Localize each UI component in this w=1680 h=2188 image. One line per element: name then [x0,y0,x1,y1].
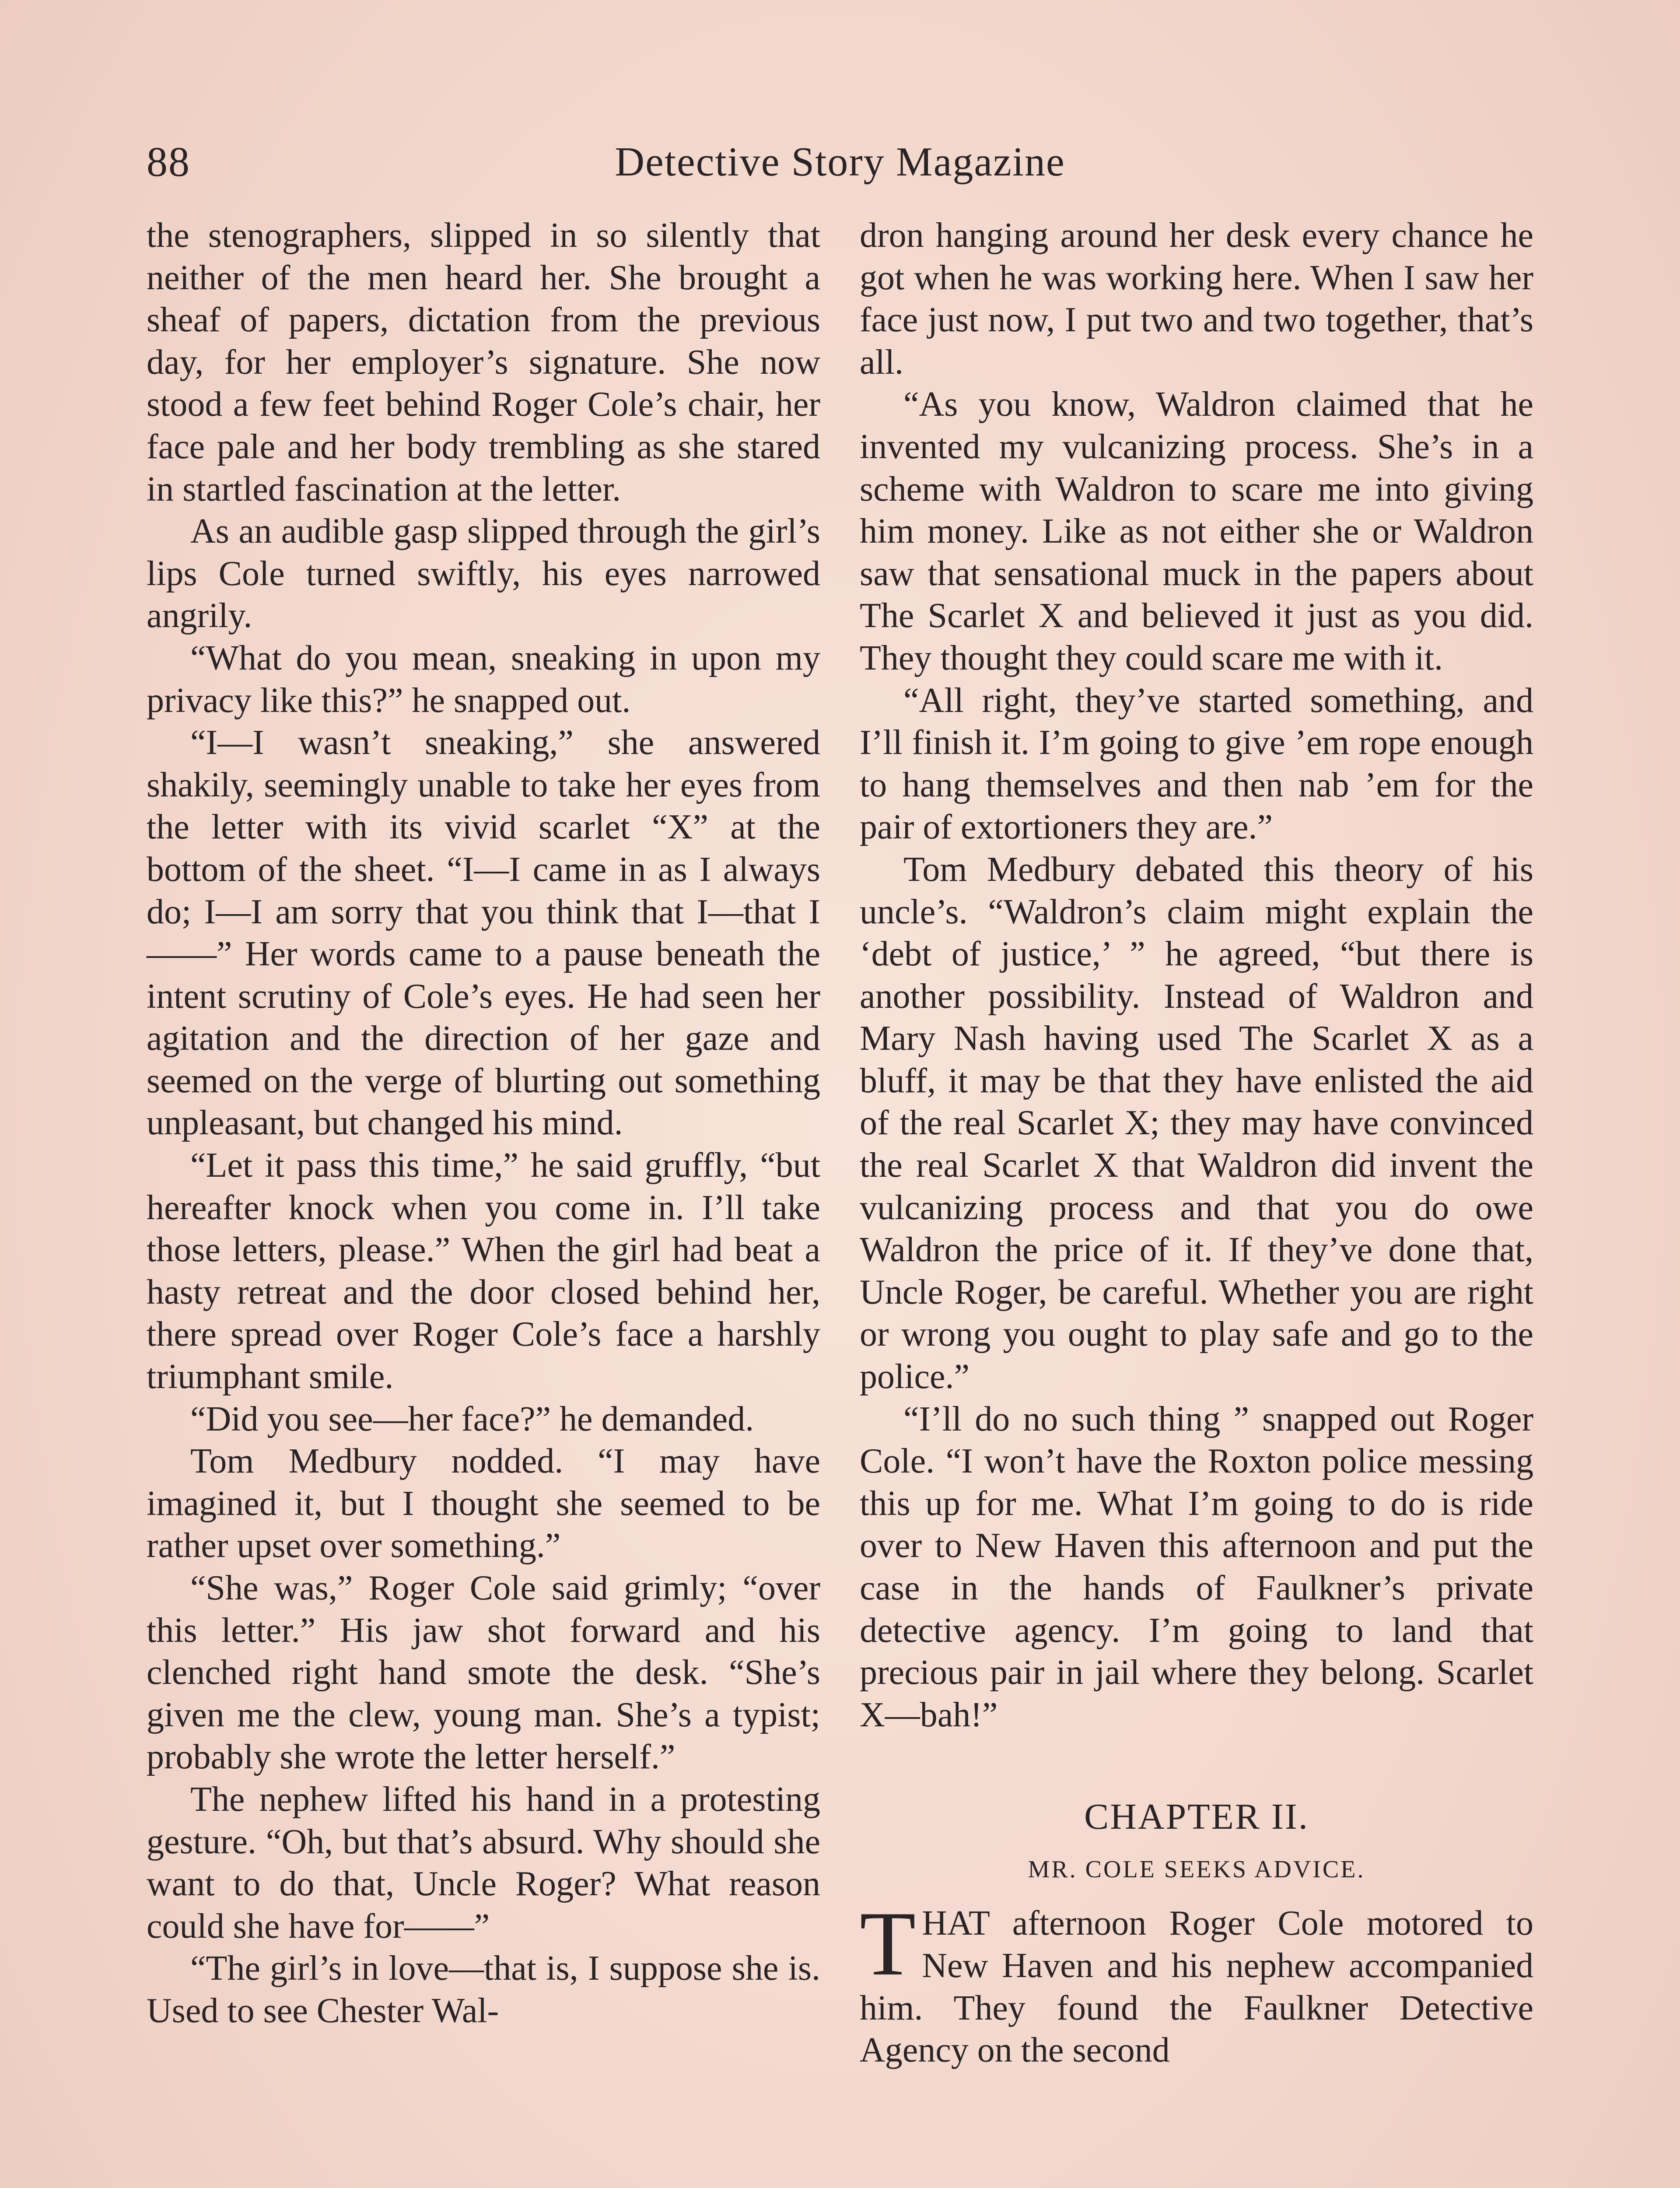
paragraph: Tom Medbury debated this theory of his uncle’s. “Waldron’s claim might explain the ‘debt of justice,’ ” he agreed, “but there is another possibility. Instead of Waldron and Mary Nash having used The Scarlet X as a bluff, it may be that they have enlisted the aid of the real Scarlet X; they may have convinced the real Scarlet X that Waldron did invent the vulcanizing process and that you do owe Waldron the price of it. If they’ve done that, Uncle Roger, be careful. Whether you are right or wrong you ought to play safe and go to the police.” [860,850,1533,1396]
paragraph: “I’ll do no such thing ” snapped out Roger Cole. “I won’t have the Roxton police messing this up for me. What I’m going to do is ride over to New Haven this afternoon and put the case in the hands of Faulkner’s private detective agency. I’m going to land that precious pair in jail where they belong. Scarlet X—bah!” [860,1399,1533,1734]
drop-cap: T [860,1893,916,1995]
paragraph: The nephew lifted his hand in a protesting gesture. “Oh, but that’s absurd. Why should she want to do that, Uncle Roger? What reason could she have for——” [147,1780,820,1946]
paragraph: As an audible gasp slipped through the girl’s lips Cole turned swiftly, his eyes narrowed angrily. [147,512,820,635]
paragraph: dron hanging around her desk every chance he got when he was working here. When I saw her face just now, I put two and two together, that’s all. [860,216,1533,382]
paragraph: Tom Medbury nodded. “I may have imagined it, but I thought she seemed to be rather upset over something.” [147,1442,820,1565]
paragraph: “Let it pass this time,” he said gruffly, “but hereafter knock when you come in. I’ll take those letters, please.” When the girl had beat a hasty retreat and the door closed behind her, there spread over Roger Cole’s face a harshly triumphant smile. [147,1146,820,1396]
paragraph: “What do you mean, sneaking in upon my privacy like this?” he snapped out. [147,638,820,720]
chapter-subtitle: MR. COLE SEEKS ADVICE. [1028,1856,1365,1883]
paragraph: “The girl’s in love—that is, I suppose she is. Used to see Chester Wal- [147,1949,820,2030]
paragraph: the stenographers, slipped in so silently that neither of the men heard her. She brought a sheaf of papers, dictation from the previous day, for her employer’s signature. She now stood a few feet behind Roger Cole’s chair, her face pale and her body trembling as she stared in startled fascination at the letter. [147,216,820,508]
left-column [147,214,820,2032]
right-column [860,214,1533,2072]
opening-text: HAT afternoon Roger Cole motored to New Haven and his nephew accompanied him. They found the Faulkner Detective Agency on the second [860,1904,1533,2070]
paragraph: “Did you see—her face?” he demanded. [190,1399,754,1438]
running-title: Detective Story Magazine [615,139,1065,185]
page-number: 88 [147,138,190,185]
paragraph: “As you know, Waldron claimed that he invented my vulcanizing process. She’s in a scheme with Waldron to scare me into giving him money. Like as not either she or Waldron saw that sensational muck in the papers about The Scarlet X and believed it just as you did. They thought they could scare me with it. [860,385,1533,677]
paragraph: “She was,” Roger Cole said grimly; “over this letter.” His jaw shot forward and his clenched right hand smote the desk. “She’s given me the clew, young man. She’s a typist; probably she wrote the letter herself.” [147,1569,820,1777]
chapter-heading: CHAPTER II. [1084,1796,1309,1837]
page-header [147,131,1533,193]
chapter-opening-paragraph [860,1893,1533,2071]
paragraph: “I—I wasn’t sneaking,” she answered shakily, seemingly unable to take her eyes from the letter with its vivid scarlet “X” at the bottom of the sheet. “I—I came in as I always do; I—I am sorry that you think that I—that I——” Her words came to a pause beneath the intent scrutiny of Cole’s eyes. He had seen her agitation and the direction of her gaze and seemed on the verge of blurting out something unpleasant, but changed his mind. [147,723,820,1143]
paragraph: “All right, they’ve started something, and I’ll finish it. I’m going to give ’em rope enough to hang themselves and then nab ’em for the pair of extortioners they are.” [860,681,1533,847]
